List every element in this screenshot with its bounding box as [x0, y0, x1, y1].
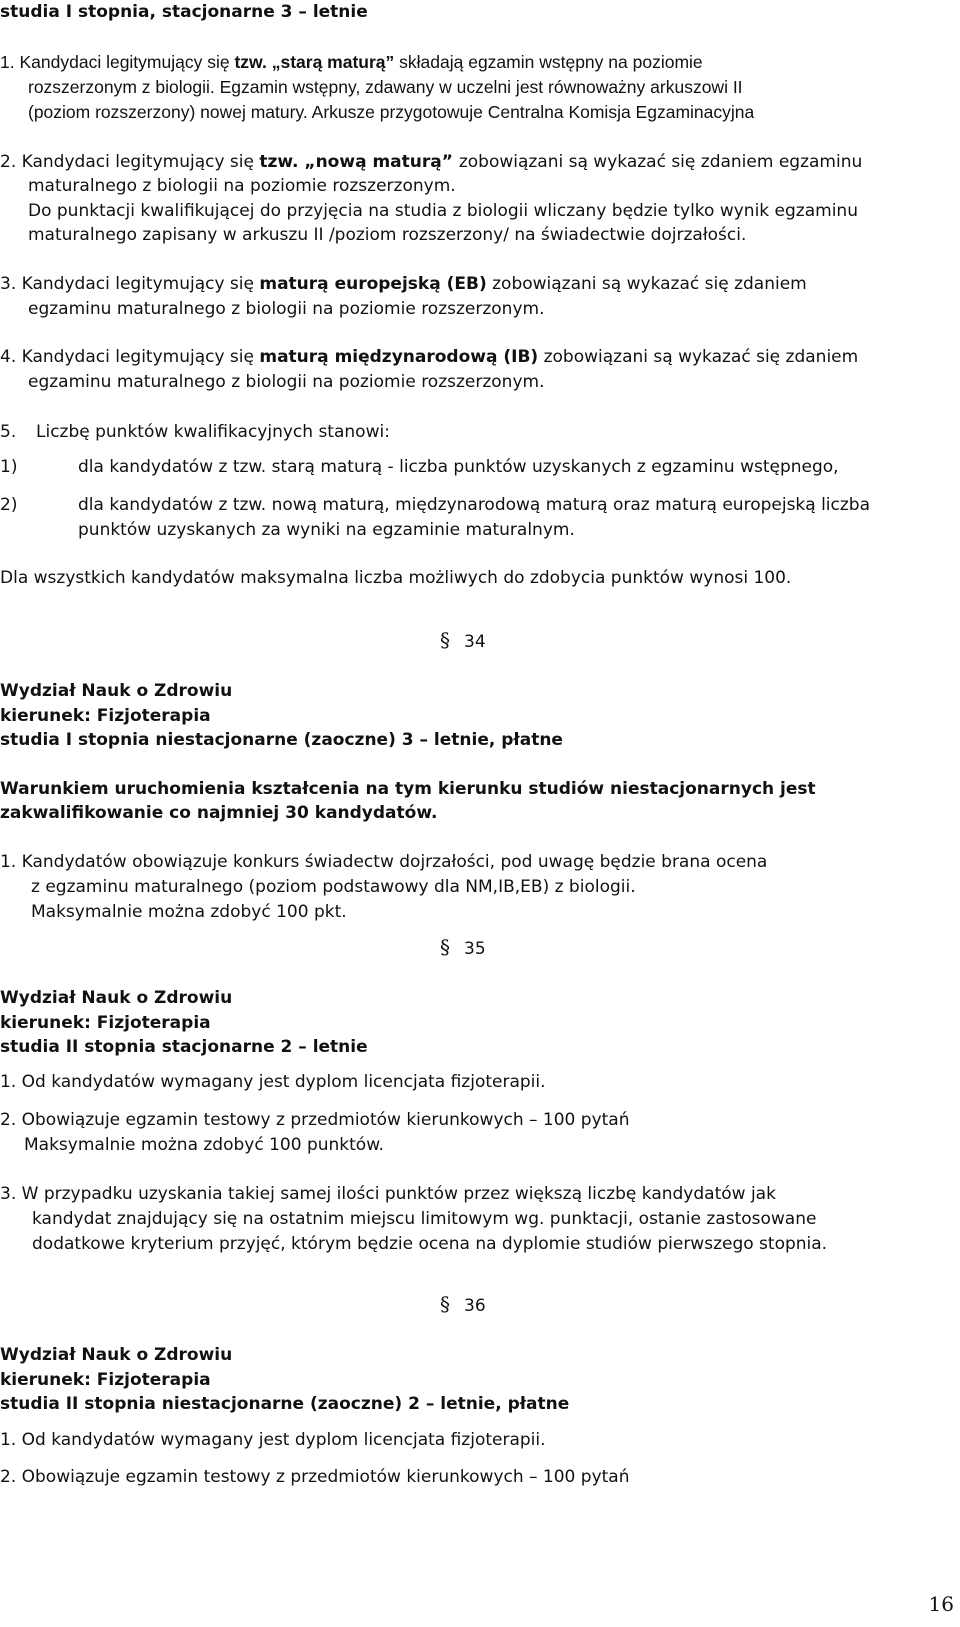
item-number: 3.	[0, 274, 17, 294]
field-heading: kierunek: Fizjoterapia	[0, 1013, 211, 1033]
item-number: 1.	[0, 52, 15, 72]
faculty-heading: Wydział Nauk o Zdrowiu	[0, 1345, 233, 1365]
paragraph-2-line-4: maturalnego zapisany w arkuszu II /poziom rozszerzony/ na świadectwie dojrzałości.	[28, 225, 747, 245]
rule-line-1: 1. Od kandydatów wymagany jest dyplom licencjata fizjoterapii.	[0, 1430, 546, 1450]
condition-line-1: Warunkiem uruchomienia kształcenia na tym kierunku studiów niestacjonarnych jest	[0, 779, 816, 799]
item-number: 4.	[0, 347, 17, 367]
section-sign-icon: §	[440, 935, 450, 959]
rule-line-3: Maksymalnie można zdobyć 100 punktów.	[24, 1135, 384, 1155]
rule-line-2: z egzaminu maturalnego (poziom podstawowy dla NM,IB,EB) z biologii.	[31, 877, 636, 897]
rule-line-3: Maksymalnie można zdobyć 100 pkt.	[31, 902, 347, 922]
study-mode-heading: studia II stopnia stacjonarne 2 – letnie	[0, 1037, 368, 1057]
field-heading: kierunek: Fizjoterapia	[0, 706, 211, 726]
rule-line-5: kandydat znajdujący się na ostatnim miejscu limitowym wg. punktacji, ostanie zastosowane	[32, 1209, 817, 1229]
rule-line-1: 1. Kandydatów obowiązuje konkurs świadectw dojrzałości, pod uwagę będzie brana ocena	[0, 852, 768, 872]
paragraph-3-line-1: 3. Kandydaci legitymujący się maturą europejską (EB) zobowiązani są wykazać się zdaniem	[0, 274, 807, 294]
section-sign-icon: §	[440, 628, 450, 652]
paragraph-2-line-2: maturalnego z biologii na poziomie rozszerzonym.	[28, 176, 456, 196]
paragraph-1-line-1: 1. Kandydaci legitymujący się tzw. „starą maturą” składają egzamin wstępny na poziomie	[0, 52, 703, 72]
faculty-heading: Wydział Nauk o Zdrowiu	[0, 988, 233, 1008]
section-number: § 35	[440, 935, 486, 959]
list-item-2-line-2: punktów uzyskanych za wyniki na egzaminie maturalnym.	[78, 520, 575, 540]
section-number: § 36	[440, 1292, 486, 1316]
summary-text: Dla wszystkich kandydatów maksymalna liczba możliwych do zdobycia punktów wynosi 100.	[0, 568, 792, 588]
study-mode-heading: studia I stopnia niestacjonarne (zaoczne) 3 – letnie, płatne	[0, 730, 563, 750]
study-mode-heading: studia II stopnia niestacjonarne (zaoczne) 2 – letnie, płatne	[0, 1394, 570, 1414]
list-item-1: 1) dla kandydatów z tzw. starą maturą - liczba punktów uzyskanych z egzaminu wstępnego,	[0, 457, 839, 477]
section-heading: studia I stopnia, stacjonarne 3 – letnie	[0, 2, 368, 22]
page-number: 16	[928, 1592, 954, 1616]
rule-line-2: 2. Obowiązuje egzamin testowy z przedmiotów kierunkowych – 100 pytań	[0, 1110, 630, 1130]
paragraph-4-line-1: 4. Kandydaci legitymujący się maturą międzynarodową (IB) zobowiązani są wykazać się zdaniem	[0, 347, 859, 367]
rule-line-1: 1. Od kandydatów wymagany jest dyplom licencjata fizjoterapii.	[0, 1072, 546, 1092]
paragraph-5-line-1: 5. Liczbę punktów kwalifikacyjnych stanowi:	[0, 422, 390, 442]
paragraph-2-line-3: Do punktacji kwalifikującej do przyjęcia na studia z biologii wliczany będzie tylko wynik egzaminu	[28, 201, 858, 221]
item-number: 2.	[0, 152, 17, 172]
section-number: § 34	[440, 628, 486, 652]
rule-line-2: 2. Obowiązuje egzamin testowy z przedmiotów kierunkowych – 100 pytań	[0, 1467, 630, 1487]
paragraph-2-line-1: 2. Kandydaci legitymujący się tzw. „nową maturą” zobowiązani są wykazać się zdaniem egzaminu	[0, 152, 863, 172]
section-sign-icon: §	[440, 1292, 450, 1316]
field-heading: kierunek: Fizjoterapia	[0, 1370, 211, 1390]
condition-line-2: zakwalifikowanie co najmniej 30 kandydatów.	[0, 803, 438, 823]
paragraph-4-line-2: egzaminu maturalnego z biologii na poziomie rozszerzonym.	[28, 372, 545, 392]
rule-line-4: 3. W przypadku uzyskania takiej samej ilości punktów przez większą liczbę kandydatów jak	[0, 1184, 776, 1204]
paragraph-1-line-3: (poziom rozszerzony) nowej matury. Arkusze przygotowuje Centralna Komisja Egzaminacyjna	[28, 102, 755, 122]
paragraph-1-line-2: rozszerzonym z biologii. Egzamin wstępny, zdawany w uczelni jest równoważny arkuszowi II	[28, 77, 743, 97]
faculty-heading: Wydział Nauk o Zdrowiu	[0, 681, 233, 701]
rule-line-6: dodatkowe kryterium przyjęć, którym będzie ocena na dyplomie studiów pierwszego stopnia.	[32, 1234, 828, 1254]
paragraph-3-line-2: egzaminu maturalnego z biologii na poziomie rozszerzonym.	[28, 299, 545, 319]
list-item-2: 2) dla kandydatów z tzw. nową maturą, międzynarodową maturą oraz maturą europejską liczba	[0, 495, 871, 515]
item-number: 5.	[0, 422, 17, 442]
